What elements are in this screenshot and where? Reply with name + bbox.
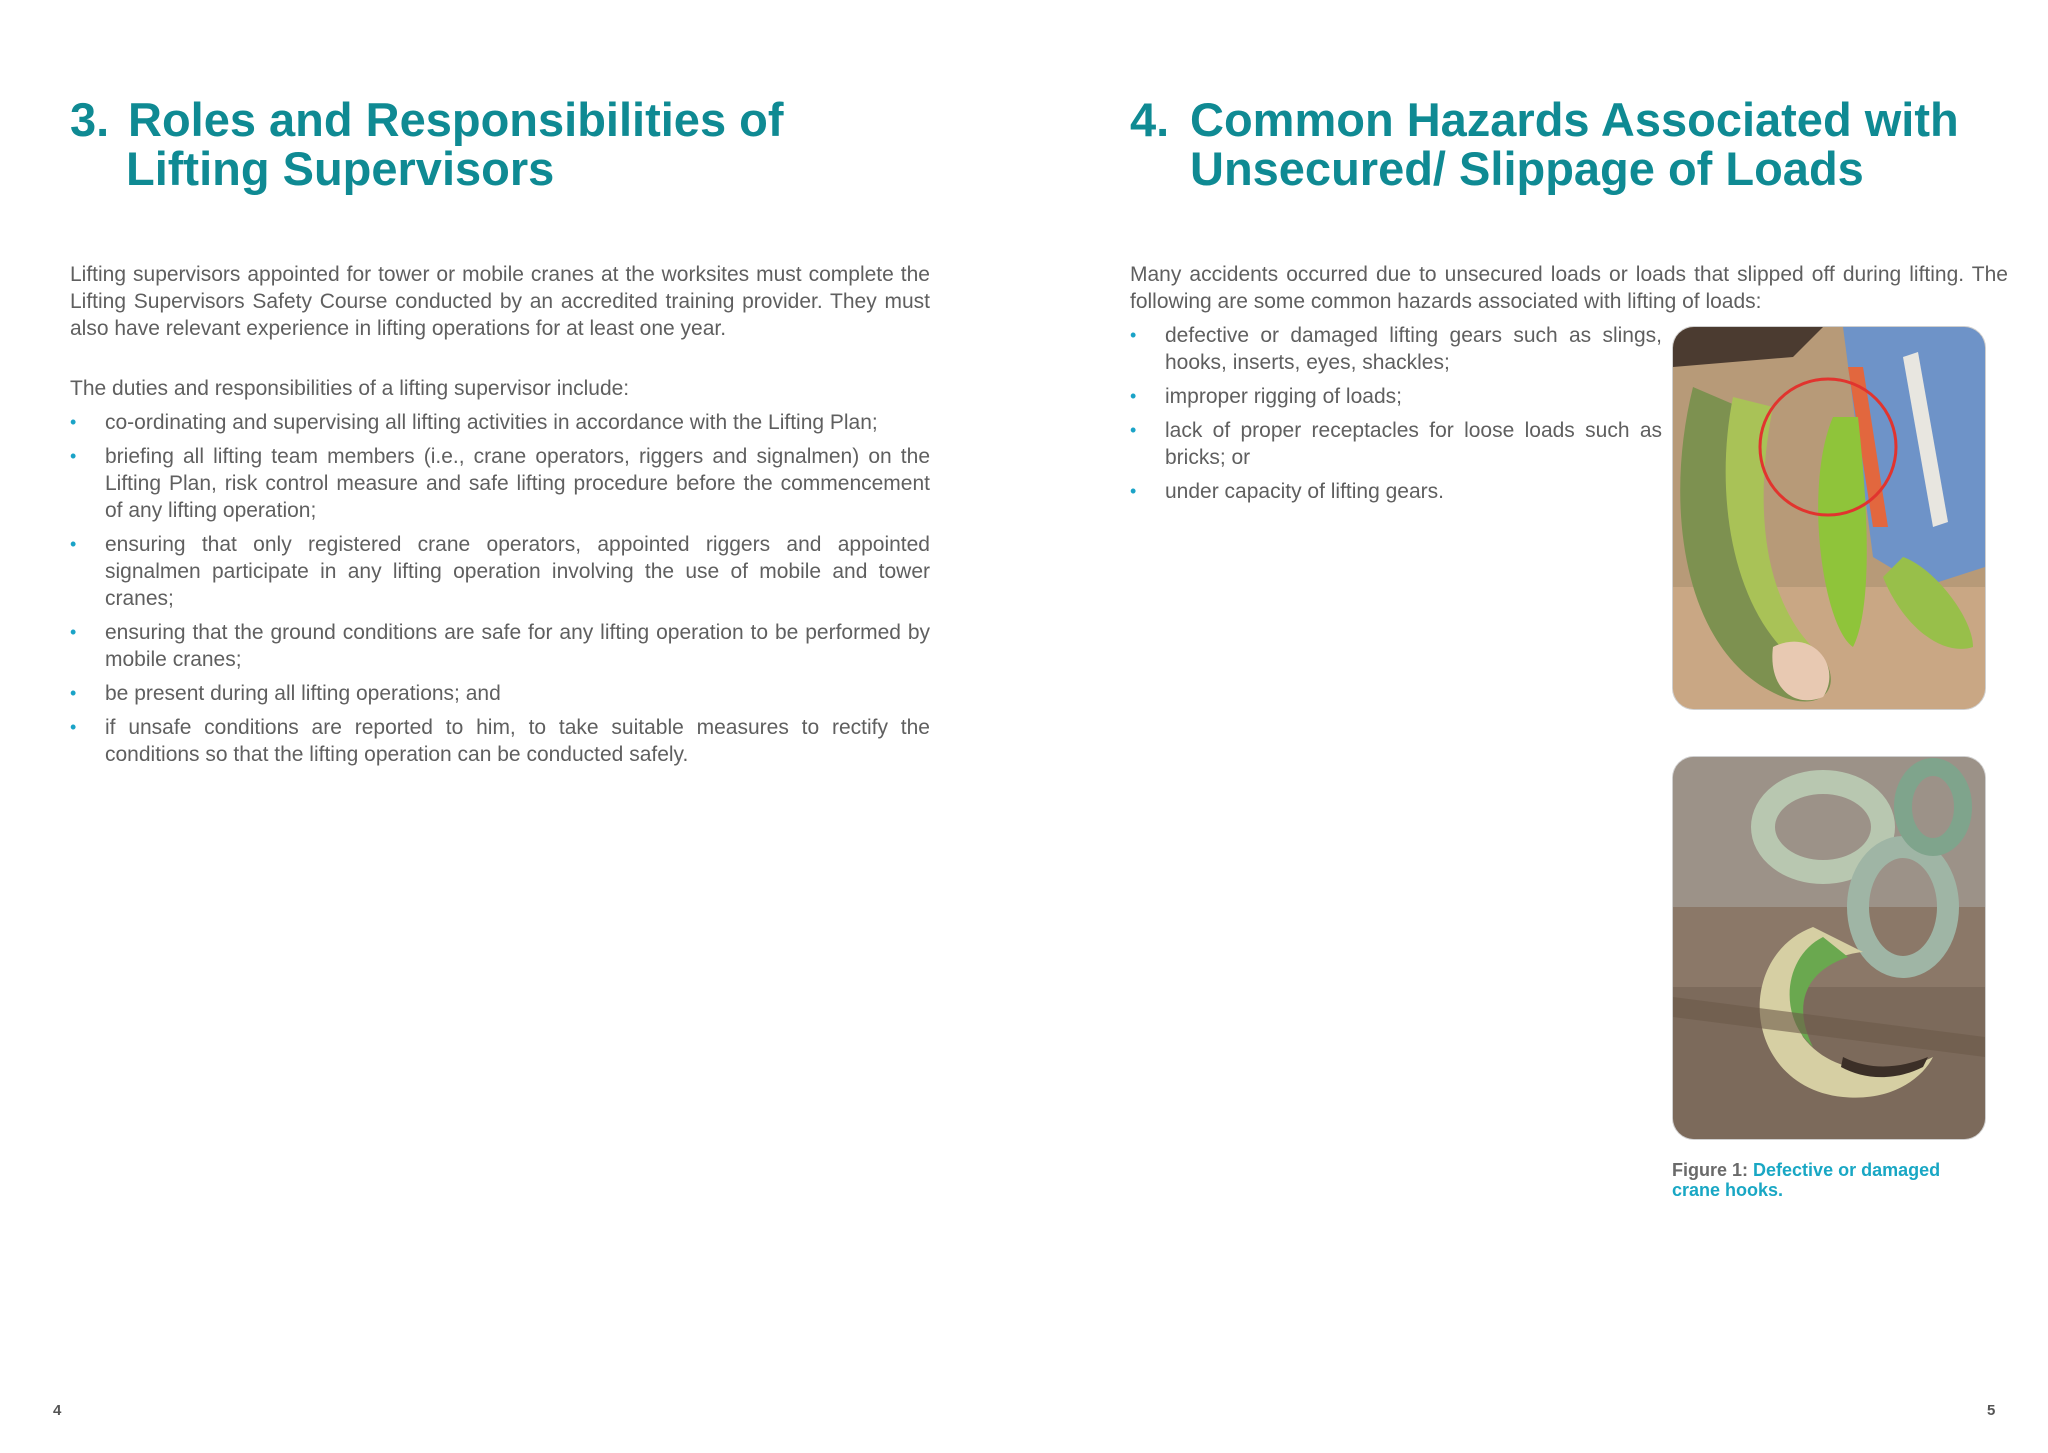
right-page: [1024, 0, 2048, 1453]
section-3-heading: [70, 95, 970, 193]
hazard-text: under capacity of lifting gears.: [1165, 480, 1444, 503]
list-item: [1130, 322, 1662, 376]
section-3-title-line2: Lifting Supervisors: [126, 142, 555, 195]
hazard-text: lack of proper receptacles for loose loads such as bricks; or: [1165, 419, 1662, 469]
section-3-intro: Lifting supervisors appointed for tower or mobile cranes at the worksites must complete the Lifting Supervisors Safety Course conducted by an accredited training provider. They must also have relevant experience in lifting operations for at least one year.: [70, 263, 930, 340]
bullet-icon: •: [70, 683, 77, 703]
duties-intro: The duties and responsibilities of a lifting supervisor include:: [70, 377, 630, 400]
duty-text: be present during all lifting operations; and: [105, 682, 501, 705]
section-3-title-line1: Roles and Responsibilities of: [128, 93, 784, 146]
bullet-icon: •: [70, 446, 77, 466]
bullet-icon: •: [1130, 481, 1137, 501]
bullet-icon: •: [1130, 386, 1137, 406]
duty-text: co-ordinating and supervising all lifting activities in accordance with the Lifting Plan;: [105, 411, 878, 434]
list-item: [70, 680, 930, 707]
section-4-intro: Many accidents occurred due to unsecured loads or loads that slipped off during lifting. The following are some common hazards associated with lifting of loads:: [1130, 263, 2008, 313]
bullet-icon: •: [70, 622, 77, 642]
hazard-text: improper rigging of loads;: [1165, 385, 1402, 408]
hook-photo-2: [1672, 756, 1986, 1140]
list-item: [70, 531, 930, 612]
list-item: [70, 619, 930, 673]
figure-caption-text: Defective or damaged crane hooks.: [1672, 1160, 1941, 1200]
hook-photo-1: [1672, 326, 1986, 710]
hook-photo-1-image: [1673, 327, 1985, 709]
figure-caption: [1672, 1160, 1992, 1200]
bullet-icon: •: [1130, 420, 1137, 440]
hazard-text: defective or damaged lifting gears such as slings, hooks, inserts, eyes, shackles;: [1165, 324, 1662, 374]
page-number-left: 4: [53, 1402, 62, 1419]
section-4-number: 4.: [1130, 93, 1170, 146]
section-4-heading: [1130, 95, 2030, 193]
section-4-title-line2: Unsecured/ Slippage of Loads: [1190, 142, 1864, 195]
page-number-right: 5: [1987, 1402, 1996, 1419]
duty-text: briefing all lifting team members (i.e., crane operators, riggers and signalmen) on the Lifting Plan, risk control measure and safe lifting procedure before the commencement of any lifting operation;: [105, 445, 930, 522]
duty-text: ensuring that the ground conditions are safe for any lifting operation to be performed by mobile cranes;: [105, 621, 930, 671]
list-item: [70, 714, 930, 768]
list-item: [1130, 417, 1662, 471]
list-item: [70, 409, 930, 436]
hook-photo-2-image: [1673, 757, 1985, 1139]
duty-text: if unsafe conditions are reported to him, to take suitable measures to rectify the conditions so that the lifting operation can be conducted safely.: [105, 716, 930, 766]
section-4-title-line1: Common Hazards Associated with: [1190, 93, 1959, 146]
list-item: [1130, 383, 1662, 410]
duty-text: ensuring that only registered crane operators, appointed riggers and appointed signalmen participate in any lifting operation involving the use of mobile and tower cranes;: [105, 533, 930, 610]
section-3-number: 3.: [70, 93, 110, 146]
list-item: [1130, 478, 1662, 505]
bullet-icon: •: [70, 534, 77, 554]
figure-label: Figure 1:: [1672, 1160, 1749, 1180]
list-item: [70, 443, 930, 524]
bullet-icon: •: [70, 412, 77, 432]
hazards-list: [1130, 322, 1662, 512]
bullet-icon: •: [1130, 325, 1137, 345]
duties-list: [70, 409, 930, 775]
bullet-icon: •: [70, 717, 77, 737]
